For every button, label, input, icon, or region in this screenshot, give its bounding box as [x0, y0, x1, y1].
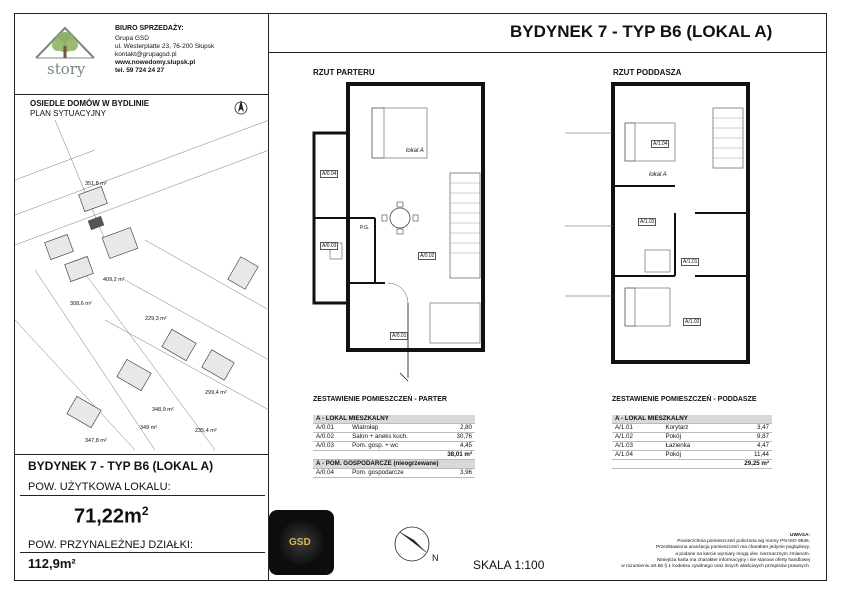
building-label: BYDYNEK 7 - TYP B6 (LOKAL A): [28, 459, 214, 473]
divider: [269, 52, 827, 53]
room-label: A/1.01: [683, 259, 698, 265]
room-label: A/1.03: [640, 219, 655, 225]
attic-table-title: ZESTAWIENIE POMIESZCZEŃ - PODDASZE: [612, 396, 757, 403]
biuro-line: kontakt@grupagsd.pl: [115, 51, 177, 58]
plot-area-value: 112,9m²: [28, 556, 76, 571]
room-label: A/0.03: [322, 243, 337, 249]
attic-plan-title: RZUT PODDASZA: [613, 68, 682, 77]
area-label: 347,8 m²: [85, 438, 107, 444]
area-label: 235,4 m²: [195, 428, 217, 434]
table-row: A/1.02 Pokój 9,87: [612, 433, 772, 442]
biuro-title: BIURO SPRZEDAŻY:: [115, 25, 184, 32]
ground-floor-drawing: [300, 78, 510, 388]
table-total: 38,01 m²: [313, 451, 475, 460]
note-block: [560, 533, 810, 570]
room-label: A/0.02: [420, 253, 435, 259]
biuro-lines: [115, 35, 214, 75]
biuro-line: ul. Westerplatte 23, 76-200 Słupsk: [115, 43, 215, 50]
attic-rooms-table: [612, 415, 772, 469]
attic-floor-drawing: [565, 78, 775, 378]
usable-area-label: POW. UŻYTKOWA LOKALU:: [28, 481, 171, 493]
note-line: Niniejsza karta ma charakter informacyjny i nie stanowi oferty handlowej: [656, 557, 810, 563]
gsd-logo-text: GSD: [289, 537, 311, 548]
ground-rooms-table: [313, 415, 475, 478]
table-row: A/0.03 Pom. gosp. + wc 4,45: [313, 442, 475, 451]
area-label: 348,9 m²: [152, 407, 174, 413]
attic-floor-plan: [565, 78, 775, 378]
table-total: 29,25 m²: [612, 460, 772, 469]
note-line: Przedstawiona aranżacja pomieszczeń ma charakter jedynie poglądowy,: [655, 545, 810, 551]
table-section: A - POM. GOSPODARCZE (nieogrzewane): [313, 460, 475, 469]
site-plan-map: [15, 120, 269, 450]
room-label: A/0.04: [322, 171, 337, 177]
table-row: A/1.04 Pokój 11,44: [612, 451, 772, 460]
divider: [14, 94, 269, 95]
area-label: 299,4 m²: [205, 390, 227, 396]
pg-label: P.G.: [360, 225, 370, 231]
usable-area-value: [74, 504, 149, 529]
note-title: UWAGA:: [790, 533, 810, 538]
note-line: Powierzchnia pomieszczeń policzona wg normy PN-ISO 9836.: [677, 539, 810, 545]
area-label: 409,2 m²: [103, 277, 125, 283]
area-label: 308,6 m²: [70, 301, 92, 307]
table-section: A - LOKAL MIESZKALNY: [612, 415, 772, 424]
lokal-label: lokal A: [406, 148, 424, 154]
logo-text: story: [47, 60, 86, 78]
north-arrow-icon: [234, 98, 248, 118]
room-label: A/0.01: [392, 333, 407, 339]
note-line: w rozumieniu art.66 § 1 kodeksu cywilnego oraz innych właściwych przepisów prawnych.: [621, 564, 810, 570]
biuro-line: Grupa GSD: [115, 35, 149, 42]
scale-label: SKALA 1:100: [473, 558, 545, 572]
usable-area-sup: 2: [141, 504, 149, 518]
lokal-label: lokal A: [649, 172, 667, 178]
area-label: 229,3 m²: [145, 316, 167, 322]
area-label: 349 m²: [140, 425, 158, 431]
table-row: A/0.01 Wiatrołap 2,80: [313, 424, 475, 433]
divider: [20, 495, 265, 496]
site-plan-title: OSIEDLE DOMÓW W BYDLINIE: [30, 99, 150, 108]
room-label: A/1.04: [653, 141, 668, 147]
ground-plan-title: RZUT PARTERU: [313, 68, 375, 77]
table-row: A/0.04 Pom. gospodarcze 3,96: [313, 469, 475, 478]
note-line: a podane na karcie wymiary mogą ulec nieznacznym zmianom.: [675, 551, 810, 557]
gsd-logo: [269, 510, 334, 575]
site-plan-drawing: [15, 120, 269, 450]
divider: [20, 552, 265, 553]
plot-area-label: POW. PRZYNALEŻNEJ DZIAŁKI:: [28, 539, 194, 551]
biuro-line: www.nowedomy.slupsk.pl: [115, 59, 196, 66]
table-section: A - LOKAL MIESZKALNY: [313, 415, 475, 424]
table-row: A/0.02 Salon + aneks kuch. 30,76: [313, 433, 475, 442]
story-logo: [30, 20, 100, 82]
area-label: 351,8 m²: [85, 181, 107, 187]
main-title: BYDYNEK 7 - TYP B6 (LOKAL A): [510, 22, 773, 41]
biuro-line: tel. 59 724 24 27: [115, 67, 165, 74]
table-row: A/1.03 Łazienka 4,47: [612, 442, 772, 451]
ground-floor-plan: [300, 78, 510, 388]
divider: [14, 454, 269, 455]
table-row: A/1.01 Korytarz 3,47: [612, 424, 772, 433]
room-label: A/1.02: [685, 319, 700, 325]
ground-table-title: ZESTAWIENIE POMIESZCZEŃ - PARTER: [313, 396, 447, 403]
site-plan-subtitle: PLAN SYTUACYJNY: [30, 109, 107, 118]
usable-area-number: 71,22m: [74, 505, 142, 528]
north-label: N: [432, 553, 439, 563]
